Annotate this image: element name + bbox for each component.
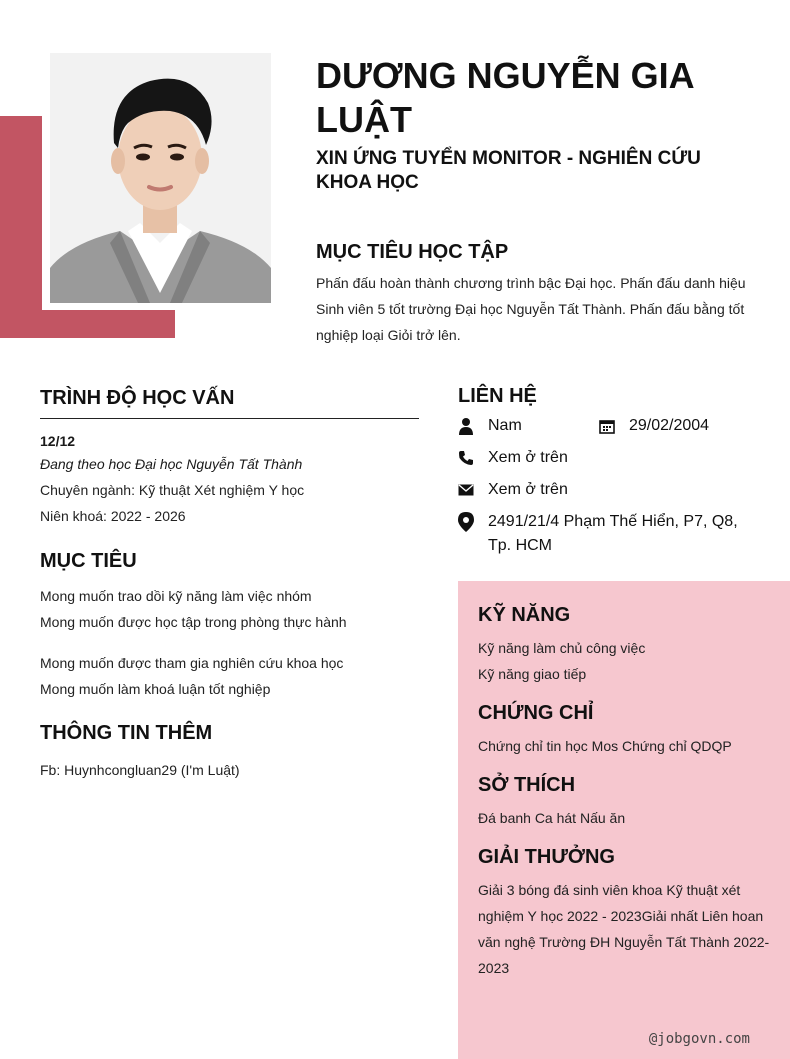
accent-bar-vertical [0, 116, 42, 338]
accent-bar-horizontal [0, 310, 175, 338]
applied-position: XIN ỨNG TUYỂN MONITOR - NGHIÊN CỨU KHOA HỌC [316, 148, 701, 193]
objective-item: Mong muốn được tham gia nghiên cứu khoa học [40, 655, 344, 671]
contact-email: Xem ở trên [488, 481, 568, 498]
certificates-title: CHỨNG CHỈ [478, 702, 594, 724]
profile-photo-illustration [50, 53, 271, 303]
awards-text: Giải 3 bóng đá sinh viên khoa Kỹ thuật xét nghiệm Y học 2022 - 2023Giải nhất Liên hoan văn nghệ Trường ĐH Nguyễn Tất Thành 2022-2023 [478, 882, 770, 976]
contact-row-email [458, 478, 758, 502]
contact-row-address [458, 510, 758, 558]
awards-title: GIẢI THƯỞNG [478, 846, 615, 868]
study-goal-section [316, 240, 756, 348]
objective-item: Mong muốn trao dồi kỹ năng làm việc nhóm [40, 588, 312, 604]
awards-section [478, 845, 770, 981]
calendar-icon [599, 414, 629, 438]
contact-section [458, 384, 758, 566]
objectives-title: MỤC TIÊU [40, 550, 137, 572]
education-years: Niên khoá: 2022 - 2026 [40, 508, 186, 524]
objective-item: Mong muốn được học tập trong phòng thực hành [40, 614, 347, 630]
profile-photo [50, 53, 271, 303]
study-goal-title: MỤC TIÊU HỌC TẬP [316, 241, 509, 263]
candidate-name: DƯƠNG NGUYỄN GIA LUẬT [316, 55, 694, 140]
location-pin-icon [458, 510, 488, 534]
education-major: Chuyên ngành: Kỹ thuật Xét nghiệm Y học [40, 482, 305, 498]
skill-item: Kỹ năng làm chủ công việc [478, 640, 646, 656]
contact-gender: Nam [488, 417, 522, 434]
hobbies-text: Đá banh Ca hát Nấu ăn [478, 810, 626, 826]
contact-address: 2491/21/4 Phạm Thế Hiển, P7, Q8, Tp. HCM [488, 513, 738, 554]
certificates-section [478, 701, 770, 759]
education-school: Đang theo học Đại học Nguyễn Tất Thành [40, 456, 303, 472]
objectives-spacer [40, 635, 419, 650]
contact-birthday-group [599, 414, 709, 438]
skills-section [478, 603, 770, 687]
study-goal-text: Phấn đấu hoàn thành chương trình bậc Đại học. Phấn đấu danh hiệu Sinh viên 5 tốt trường Đại học Nguyễn Tất Thành. Phấn đấu bằng tốt nghiệp loại Giỏi trở lên. [316, 275, 746, 343]
side-panel [458, 581, 790, 1059]
hobbies-section [478, 773, 770, 831]
watermark: @jobgovn.com [648, 1031, 750, 1047]
contact-row-phone [458, 446, 758, 470]
education-period: 12/12 [40, 433, 76, 449]
extra-info-text: Fb: Huynhcongluan29 (I'm Luật) [40, 762, 240, 778]
mail-icon [458, 478, 488, 502]
hobbies-title: SỞ THÍCH [478, 774, 576, 796]
education-title: TRÌNH ĐỘ HỌC VẤN [40, 386, 419, 419]
contact-title: LIÊN HỆ [458, 385, 537, 407]
skills-title: KỸ NĂNG [478, 604, 571, 626]
extra-info-title: THÔNG TIN THÊM [40, 722, 213, 744]
phone-icon [458, 446, 488, 470]
person-icon [458, 414, 488, 438]
contact-row-gender [458, 414, 758, 438]
objective-item: Mong muốn làm khoá luận tốt nghiệp [40, 681, 271, 697]
certificates-text: Chứng chỉ tin học Mos Chứng chỉ QDQP [478, 738, 732, 754]
skill-item: Kỹ năng giao tiếp [478, 666, 587, 682]
contact-phone: Xem ở trên [488, 449, 568, 466]
contact-birthday: 29/02/2004 [629, 417, 710, 434]
left-column [40, 386, 419, 783]
